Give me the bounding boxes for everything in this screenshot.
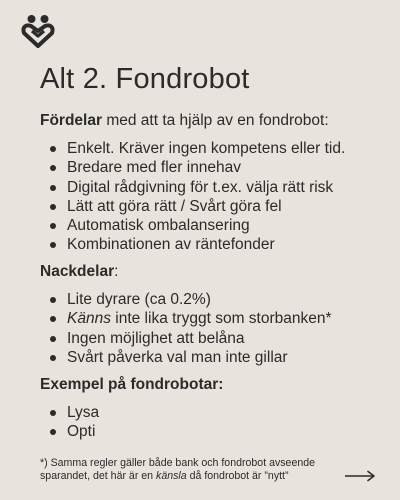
- examples-heading-bold: Exempel på fondrobotar:: [40, 376, 224, 393]
- list-item: Bredare med fler innehav: [40, 158, 345, 177]
- brand-logo-icon: [20, 14, 56, 48]
- list-item: Lätt att göra rätt / Svårt göra fel: [40, 197, 345, 216]
- examples-list: [40, 403, 99, 442]
- arrow-right-icon[interactable]: [344, 470, 376, 482]
- footnote: [40, 457, 352, 482]
- list-item: [40, 348, 332, 367]
- list-item-italic: Känns: [67, 310, 111, 328]
- pros-heading-bold: Fördelar: [40, 112, 103, 129]
- list-item-text: Ingen möjlighet att belåna: [67, 329, 245, 347]
- list-item: Kombinationen av räntefonder: [40, 235, 345, 254]
- cons-heading-bold: Nackdelar: [40, 263, 115, 280]
- list-item: Opti: [40, 422, 99, 441]
- list-item: Digital rådgivning för t.ex. välja rätt risk: [40, 178, 345, 197]
- list-item: [40, 290, 332, 309]
- list-item-text: Lite dyrare (ca 0.2%): [67, 291, 211, 308]
- list-item: Lysa: [40, 403, 99, 422]
- list-item: Enkelt. Kräver ingen kompetens eller tid.: [40, 139, 345, 158]
- pros-heading-rest: med att ta hjälp av en fondrobot:: [102, 112, 329, 129]
- footnote-italic: känsla: [156, 469, 187, 482]
- list-item-text: inte lika tryggt som storbanken*: [110, 310, 332, 328]
- footnote-part-2: då fondrobot är ”nytt”: [186, 469, 289, 482]
- pros-list: [40, 139, 345, 255]
- list-item: Automatisk ombalansering: [40, 216, 345, 235]
- list-item-text: Svårt påverka val man inte gillar: [67, 348, 288, 366]
- cons-heading-rest: :: [114, 263, 119, 280]
- page-title: Alt 2. Fondrobot: [40, 63, 250, 95]
- list-item: [40, 309, 332, 328]
- cons-list: [40, 290, 332, 367]
- footnote-part-1: *) Samma regler gäller både bank och fondrobot avseende sparandet, det här är en: [40, 457, 316, 482]
- list-item: [40, 329, 332, 348]
- cons-heading: [40, 262, 118, 282]
- examples-heading: [40, 375, 223, 395]
- pros-heading: [40, 111, 329, 131]
